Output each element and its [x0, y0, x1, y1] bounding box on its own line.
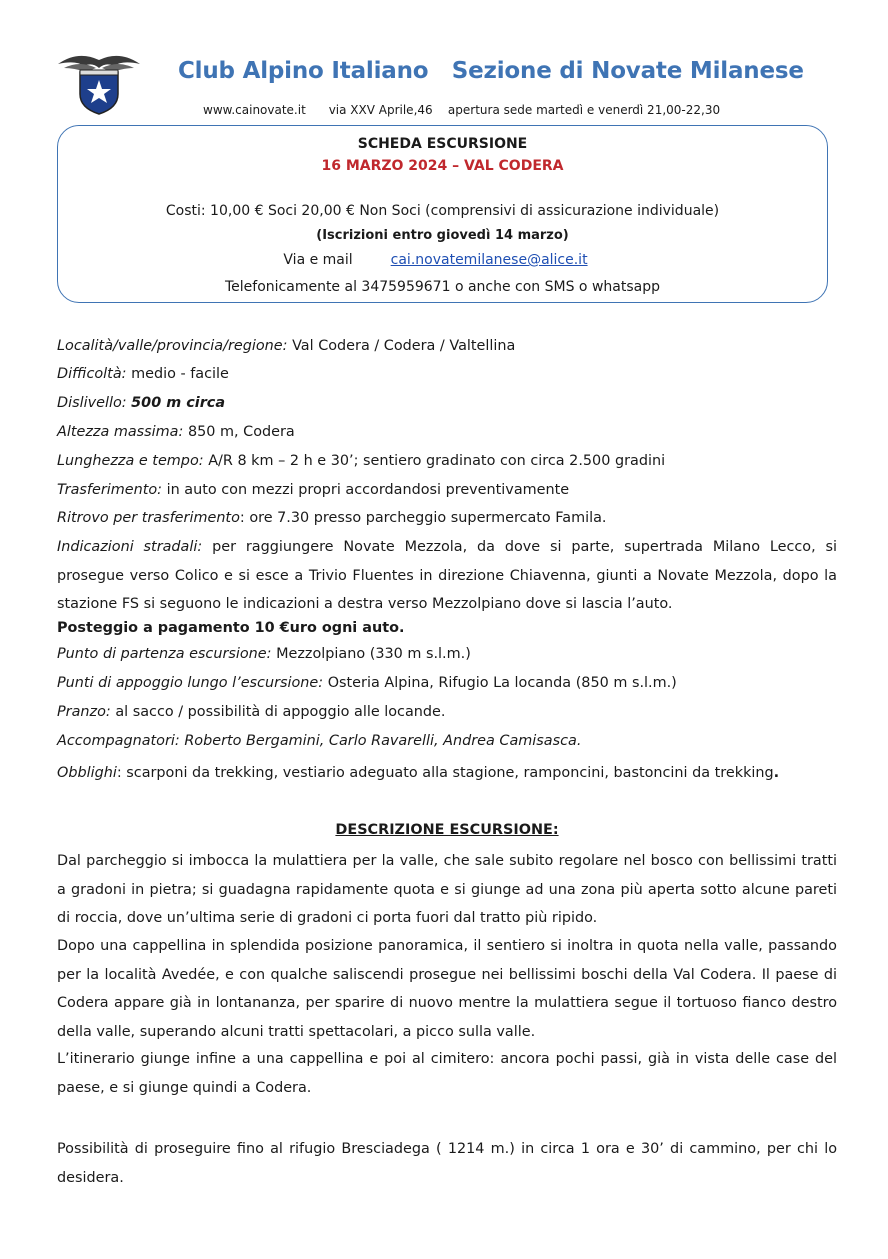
detail-pranzo [57, 702, 837, 722]
description-paragraph-2: Dopo una cappellina in splendida posizione panoramica, il sentiero si inoltra in quota nella valle, passando per la località Avedée, e con qualche saliscendi prosegue nei bellissimi boschi della Val Codera. Il paese di Codera appare già in lontananza, per sparire di nuovo mentre la mulattiera segue il tortuoso fianco destro della valle, superando alcuni tratti spettacolari, a picco sulla valle. [57, 938, 837, 1040]
address: via XXV Aprile,46 [328, 103, 433, 117]
detail-label: Località/valle/provincia/regione: [57, 338, 288, 354]
description-paragraph-3: L’itinerario giunge infine a una cappellina e poi al cimitero: ancora pochi passi, già in vista delle case del paese, e si giunge quindi a Codera. [57, 1051, 837, 1096]
detail-label: Obblighi [57, 765, 117, 781]
header-info-line [203, 103, 720, 117]
detail-difficolta [57, 364, 837, 384]
registration-deadline: (Iscrizioni entro giovedì 14 marzo) [316, 228, 569, 243]
detail-value: per raggiungere Novate Mezzola, da dove si parte, supertrada Milano Lecco, si prosegue verso Colico e si esce a Trivio Fluentes in direzione Chiavenna, giunti a Novate Mezzola, dopo la stazione FS si seguono le indicazioni a destra verso Mezzolpiano dove si lascia l’auto. [57, 539, 838, 612]
detail-label: Ritrovo per trasferimento [57, 510, 240, 526]
detail-value: medio - facile [131, 366, 229, 382]
detail-ritrovo [57, 508, 837, 528]
email-link[interactable]: cai.novatemilanese@alice.it [390, 252, 588, 268]
detail-trasferimento [57, 480, 837, 500]
opening-hours: apertura sede martedì e venerdì 21,00-22,30 [447, 103, 721, 117]
detail-localita [57, 336, 837, 356]
detail-appoggio [57, 673, 837, 693]
detail-value: A/R 8 km – 2 h e 30’; sentiero gradinato con circa 2.500 gradini [208, 453, 666, 469]
detail-value: Roberto Bergamini, Carlo Ravarelli, Andrea Camisasca. [184, 733, 582, 749]
description-heading: DESCRIZIONE ESCURSIONE: [335, 822, 559, 838]
detail-label: Trasferimento: [57, 482, 163, 498]
detail-value: Mezzolpiano (330 m s.l.m.) [276, 646, 471, 662]
website-link[interactable]: www.cainovate.it [203, 103, 306, 117]
page-title: Club Alpino Italiano Sezione di Novate Milanese [178, 58, 804, 84]
detail-end: . [773, 765, 780, 781]
cai-logo [56, 50, 142, 116]
detail-accompagnatori [57, 731, 837, 751]
detail-value: : ore 7.30 presso parcheggio supermercato Famila. [239, 510, 607, 526]
detail-label: Pranzo: [57, 704, 111, 720]
detail-value: : scarponi da trekking, vestiario adeguato alla stagione, ramponcini, bastoncini da trekking [116, 765, 774, 781]
detail-label: Punti di appoggio lungo l’escursione: [57, 675, 324, 691]
detail-obblighi [57, 763, 837, 783]
detail-label: Dislivello: [57, 395, 127, 411]
detail-value: Osteria Alpina, Rifugio La locanda (850 m s.l.m.) [327, 675, 677, 691]
detail-partenza [57, 644, 837, 664]
description-paragraph-4: Possibilità di proseguire fino al rifugio Bresciadega ( 1214 m.) in circa 1 ora e 30’ di cammino, per chi lo desidera. [57, 1141, 837, 1186]
detail-label: Difficoltà: [57, 366, 127, 382]
detail-label: Accompagnatori: [57, 733, 180, 749]
detail-value: 850 m, Codera [187, 424, 295, 440]
costs-line: Costi: 10,00 € Soci 20,00 € Non Soci (comprensivi di assicurazione individuale) [165, 203, 720, 219]
parking-notice: Posteggio a pagamento 10 €uro ogni auto. [57, 620, 405, 636]
box-heading: SCHEDA ESCURSIONE [357, 136, 528, 152]
email-label: Via e mail [283, 252, 353, 268]
detail-altezza [57, 422, 837, 442]
detail-indicazioni [57, 533, 837, 619]
detail-label: Indicazioni stradali: [57, 539, 203, 555]
description-paragraph-1: Dal parcheggio si imbocca la mulattiera per la valle, che sale subito regolare nel bosco con bellissimi tratti a gradoni in pietra; si guadagna rapidamente quota e si giunge ad una zona più aperta sotto alcune pareti di roccia, dove un’ultima serie di gradoni ci porta fuori dal tratto più ripido. [57, 853, 837, 926]
detail-value: al sacco / possibilità di appoggio alle locande. [115, 704, 446, 720]
detail-value: 500 m circa [131, 395, 226, 411]
detail-label: Punto di partenza escursione: [57, 646, 272, 662]
detail-label: Lunghezza e tempo: [57, 453, 204, 469]
detail-dislivello [57, 393, 837, 413]
detail-value: in auto con mezzi propri accordandosi preventivamente [166, 482, 570, 498]
detail-lunghezza [57, 451, 837, 471]
phone-line: Telefonicamente al 3475959671 o anche con SMS o whatsapp [225, 279, 660, 295]
detail-value: Val Codera / Codera / Valtellina [292, 338, 516, 354]
excursion-date-title: 16 MARZO 2024 – VAL CODERA [321, 158, 564, 174]
email-line [50, 252, 821, 268]
detail-label: Altezza massima: [57, 424, 184, 440]
